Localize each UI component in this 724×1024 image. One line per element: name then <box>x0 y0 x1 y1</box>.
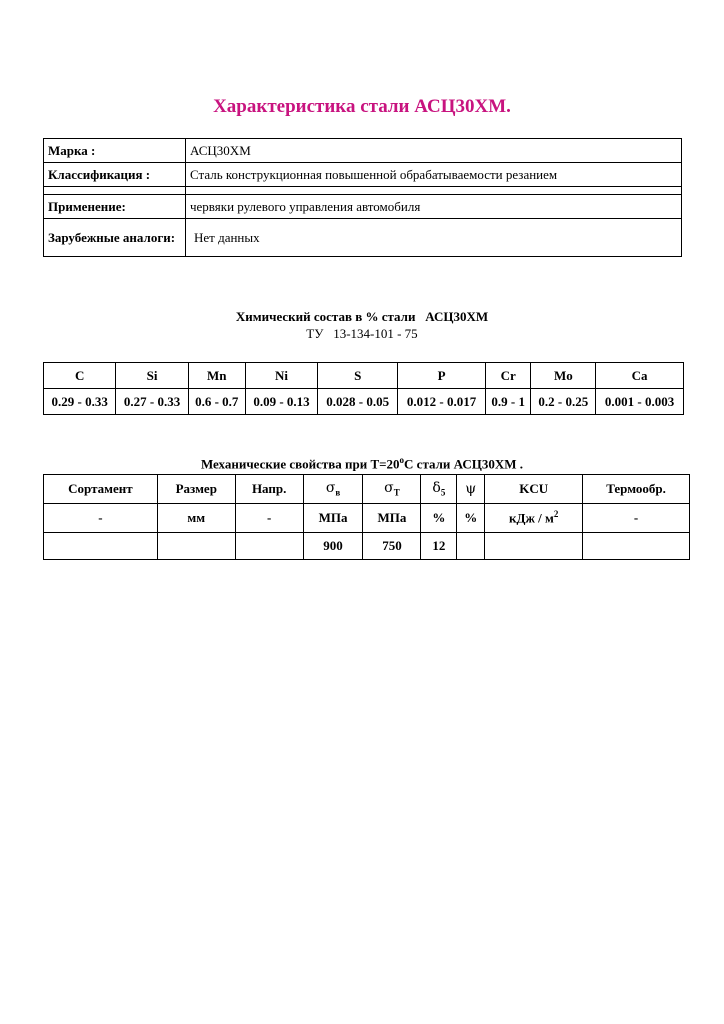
header-psi <box>457 475 485 504</box>
spacer-cell <box>44 187 186 195</box>
chem-header-cell: Ni <box>245 363 317 389</box>
unit-napr: - <box>235 504 303 533</box>
mech-caption-pre: Механические свойства при Т=20 <box>200 456 400 472</box>
analogs-label: Зарубежные аналоги: <box>44 219 186 257</box>
value-psi <box>457 533 485 560</box>
page-title: Характеристика стали АСЦ30ХМ. <box>213 96 511 117</box>
sigma-symbol: σ <box>325 480 336 497</box>
unit-kcu-superscript: 2 <box>553 509 559 520</box>
unit-kcu-text: кДж / м <box>509 510 554 526</box>
value-delta: 12 <box>421 533 457 560</box>
chem-caption-title: Химический состав в % стали АСЦ30ХМ <box>235 309 489 324</box>
chem-value-cell: 0.9 - 1 <box>485 389 531 415</box>
chem-value-cell: 0.27 - 0.33 <box>116 389 188 415</box>
mech-caption-post: С стали АСЦ30ХМ . <box>404 456 524 472</box>
chem-header-cell: Si <box>116 363 188 389</box>
unit-sortament: - <box>44 504 158 533</box>
marka-value: АСЦ30ХМ <box>186 139 682 163</box>
unit-razmer: мм <box>157 504 235 533</box>
mech-value-row <box>44 533 690 560</box>
header-sortament: Сортамент <box>44 475 158 504</box>
delta-subscript: 5 <box>440 487 446 498</box>
info-spacer-row <box>44 187 682 195</box>
header-sigma-b <box>303 475 363 504</box>
classification-value: Сталь конструкционная повышенной обрабатываемости резанием <box>186 163 682 187</box>
unit-sigma-b: МПа <box>303 504 363 533</box>
info-row-usage <box>44 195 682 219</box>
info-row-marka <box>44 139 682 163</box>
header-napr: Напр. <box>235 475 303 504</box>
mech-header-row <box>44 475 690 504</box>
header-termo: Термообр. <box>583 475 690 504</box>
sigma-t-subscript: T <box>393 487 400 498</box>
usage-label: Применение: <box>44 195 186 219</box>
mech-properties-table <box>43 474 690 560</box>
chem-standard: ТУ 13-134-101 - 75 <box>306 326 418 341</box>
chem-caption <box>0 308 724 342</box>
chem-header-cell: Ca <box>596 363 684 389</box>
usage-value: червяки рулевого управления автомобиля <box>186 195 682 219</box>
unit-psi: % <box>457 504 485 533</box>
chem-value-cell: 0.6 - 0.7 <box>188 389 245 415</box>
chem-value-cell: 0.2 - 0.25 <box>531 389 596 415</box>
header-sigma-t <box>363 475 421 504</box>
sigma-symbol: σ <box>384 480 394 497</box>
chem-header-cell: Mn <box>188 363 245 389</box>
value-napr <box>235 533 303 560</box>
classification-label: Классификация : <box>44 163 186 187</box>
chem-header-row <box>44 363 684 389</box>
chem-value-cell: 0.012 - 0.017 <box>398 389 486 415</box>
value-sigma-b: 900 <box>303 533 363 560</box>
marka-label: Марка : <box>44 139 186 163</box>
unit-termo: - <box>583 504 690 533</box>
chem-header-cell: P <box>398 363 486 389</box>
chem-value-cell: 0.09 - 0.13 <box>245 389 317 415</box>
chem-composition-table <box>43 362 684 415</box>
delta-symbol: δ <box>432 480 441 497</box>
value-sigma-t: 750 <box>363 533 421 560</box>
mech-caption <box>0 455 724 472</box>
chem-header-cell: C <box>44 363 116 389</box>
value-razmer <box>157 533 235 560</box>
info-row-classification <box>44 163 682 187</box>
unit-sigma-t: МПа <box>363 504 421 533</box>
info-row-analogs <box>44 219 682 257</box>
value-sortament <box>44 533 158 560</box>
steel-info-table <box>43 138 682 257</box>
chem-value-row <box>44 389 684 415</box>
unit-delta: % <box>421 504 457 533</box>
value-kcu <box>485 533 583 560</box>
chem-header-cell: Mo <box>531 363 596 389</box>
header-razmer: Размер <box>157 475 235 504</box>
chem-header-cell: Cr <box>485 363 531 389</box>
analogs-value: Нет данных <box>186 219 682 257</box>
value-termo <box>583 533 690 560</box>
header-delta <box>421 475 457 504</box>
chem-header-cell: S <box>318 363 398 389</box>
header-kcu: KCU <box>485 475 583 504</box>
spacer-cell <box>186 187 682 195</box>
chem-value-cell: 0.29 - 0.33 <box>44 389 116 415</box>
psi-symbol: ψ <box>465 481 477 497</box>
mech-units-row <box>44 504 690 533</box>
sigma-b-subscript: в <box>335 487 341 498</box>
chem-value-cell: 0.028 - 0.05 <box>318 389 398 415</box>
mech-caption-degree: o <box>399 455 405 465</box>
unit-kcu <box>485 504 583 533</box>
chem-value-cell: 0.001 - 0.003 <box>596 389 684 415</box>
